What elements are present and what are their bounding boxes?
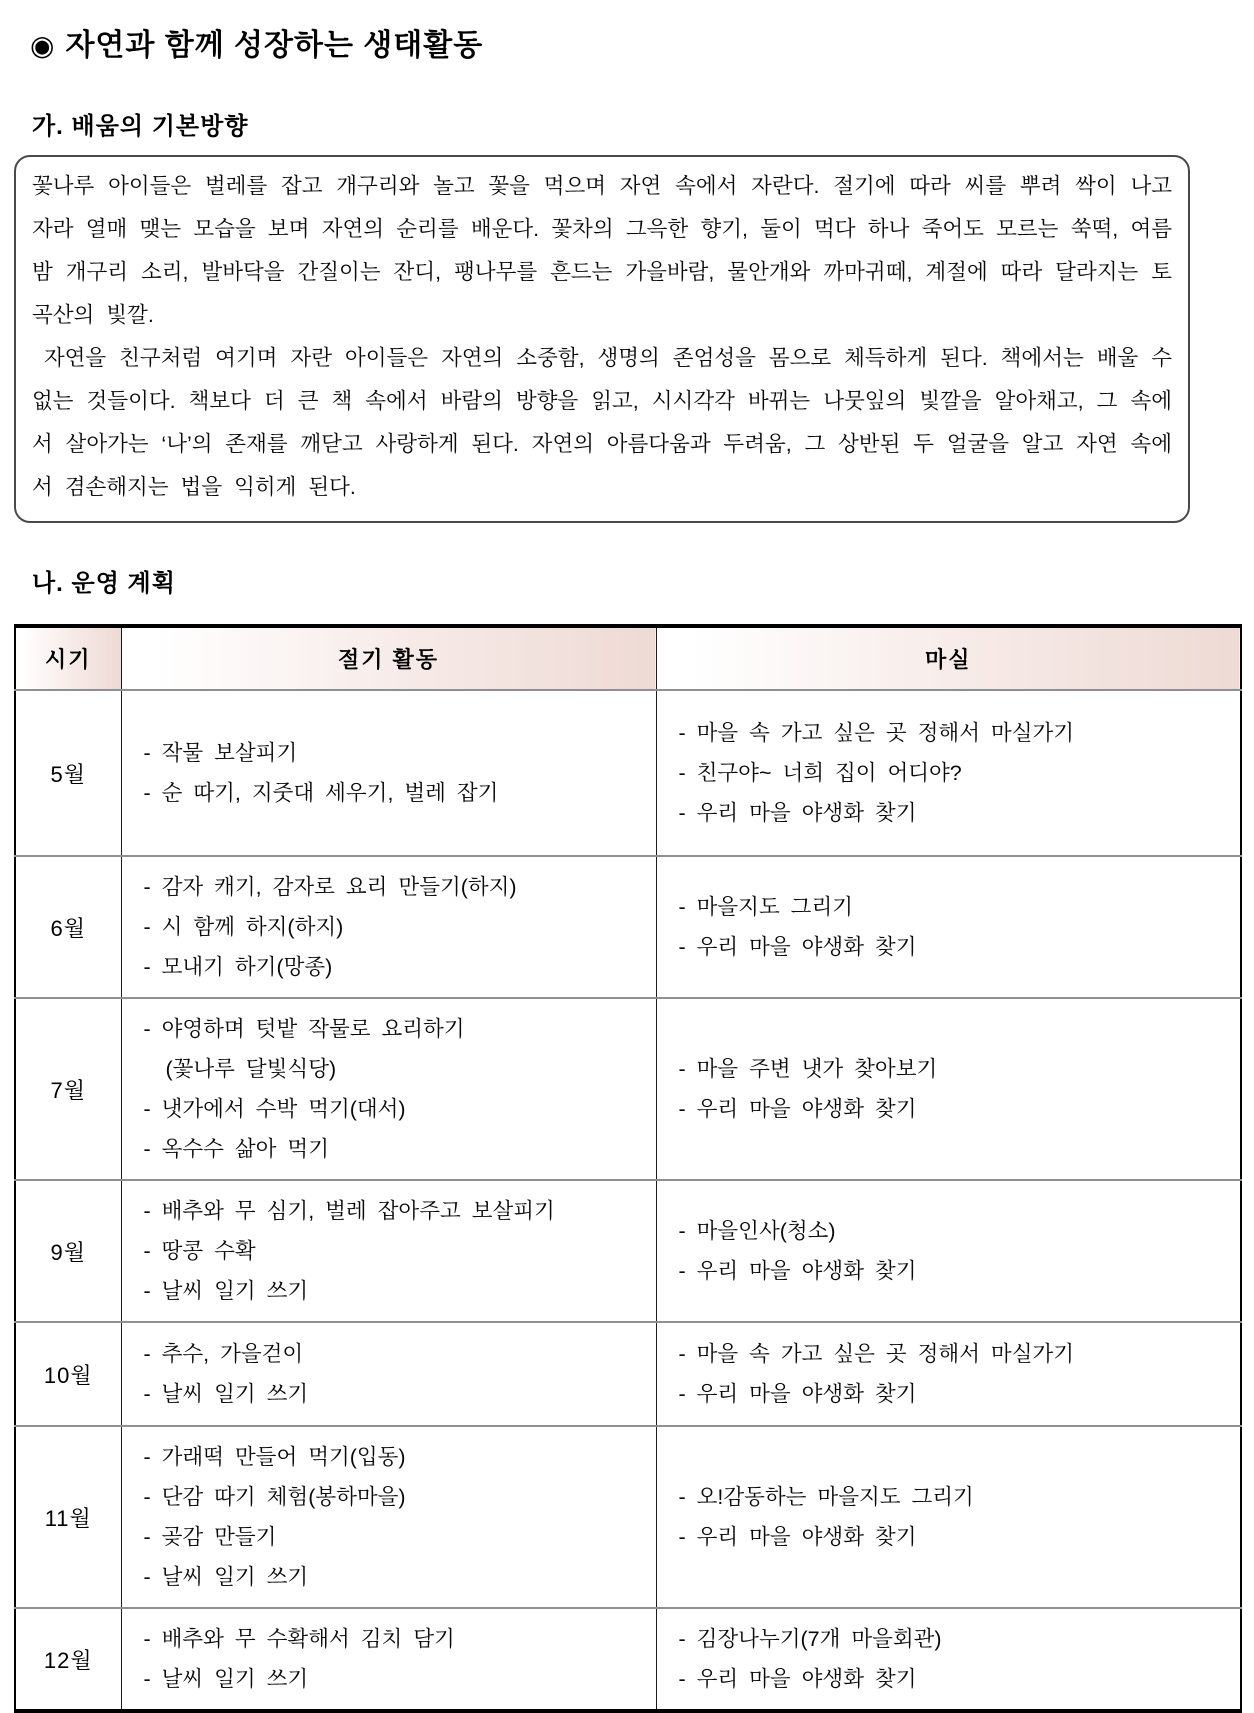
month-cell: 7월 (15, 998, 121, 1180)
activity-line: - 순 따기, 지줏대 세우기, 벌레 잡기 (143, 781, 499, 805)
masil-line: - 친구야~ 너희 집이 어디야? (678, 761, 962, 785)
activities-cell (121, 998, 656, 1180)
col-header-month: 시기 (15, 626, 121, 690)
masil-cell (656, 856, 1241, 998)
table-header-row (15, 626, 1241, 690)
masil-cell (656, 998, 1241, 1180)
masil-line: - 마을 주변 냇가 찾아보기 (678, 1057, 938, 1081)
table-row (15, 856, 1241, 998)
month-cell: 6월 (15, 856, 121, 998)
intro-paragraph-2: 자연을 친구처럼 여기며 자란 아이들은 자연의 소중함, 생명의 존엄성을 몸으로 체득하게 된다. 책에서는 배울 수 없는 것들이다. 책보다 더 큰 책 속에서 바람의 방향을 읽고, 시시각각 바뀌는 나뭇잎의 빛깔을 알아채고, 그 속에서 살아가는 ‘나’의 존재를 깨닫고 사랑하게 된다. 자연의 아름다움과 두려움, 그 상반된 두 얼굴을 알고 자연 속에서 겸손해지는 법을 익히게 된다. (32, 346, 1172, 499)
col-header-activities: 절기 활동 (121, 626, 656, 690)
activity-line: - 옥수수 삶아 먹기 (143, 1137, 329, 1161)
activity-line: - 야영하며 텃밭 작물로 요리하기 (143, 1017, 465, 1041)
masil-line: - 오!감동하는 마을지도 그리기 (678, 1485, 974, 1509)
page-title (30, 20, 1240, 64)
activity-line: - 모내기 하기(망종) (143, 955, 333, 979)
masil-line: - 우리 마을 야생화 찾기 (678, 1259, 917, 1283)
schedule-table (14, 624, 1242, 1713)
table-row (15, 998, 1241, 1180)
masil-line: - 우리 마을 야생화 찾기 (678, 1667, 917, 1691)
activities-cell (121, 1608, 656, 1711)
masil-line: - 우리 마을 야생화 찾기 (678, 1097, 917, 1121)
intro-paragraph-1: 꽃나루 아이들은 벌레를 잡고 개구리와 놀고 꽃을 먹으며 자연 속에서 자란다. 절기에 따라 씨를 뿌려 싹이 나고 자라 열매 맺는 모습을 보며 자연의 순리를 배운다. 꽃차의 그윽한 향기, 둘이 먹다 하나 죽어도 모르는 쑥떡, 여름밤 개구리 소리, 발바닥을 간질이는 잔디, 팽나무를 흔드는 가을바람, 물안개와 까마귀떼, 계절에 따라 달라지는 토곡산의 빛깔. (32, 174, 1172, 327)
activity-line: - 추수, 가을걷이 (143, 1342, 304, 1366)
activity-line: - 땅콩 수확 (143, 1239, 256, 1263)
activity-line: - 작물 보살피기 (143, 741, 298, 765)
activity-line: - 냇가에서 수박 먹기(대서) (143, 1097, 406, 1121)
col-header-masil: 마실 (656, 626, 1241, 690)
intro-text-box (14, 155, 1190, 523)
month-cell: 10월 (15, 1322, 121, 1426)
masil-line: - 우리 마을 야생화 찾기 (678, 1525, 917, 1549)
masil-cell (656, 1322, 1241, 1426)
masil-line: - 우리 마을 야생화 찾기 (678, 1382, 917, 1406)
activity-line: - 날씨 일기 쓰기 (143, 1667, 309, 1691)
masil-line: - 마을 속 가고 싶은 곳 정해서 마실가기 (678, 721, 1075, 745)
section-a-heading: 가. 배움의 기본방향 (32, 113, 249, 140)
activity-line: (꽃나루 달빛식당) (143, 1057, 337, 1081)
table-row (15, 1426, 1241, 1608)
activities-cell (121, 1180, 656, 1322)
activity-line: - 날씨 일기 쓰기 (143, 1279, 309, 1303)
activity-line: - 시 함께 하지(하지) (143, 915, 344, 939)
masil-cell (656, 1180, 1241, 1322)
masil-line: - 마을지도 그리기 (678, 895, 853, 919)
month-cell: 12월 (15, 1608, 121, 1711)
masil-cell (656, 690, 1241, 856)
activities-cell (121, 1426, 656, 1608)
masil-line: - 마을 속 가고 싶은 곳 정해서 마실가기 (678, 1342, 1075, 1366)
table-row (15, 1180, 1241, 1322)
masil-line: - 우리 마을 야생화 찾기 (678, 935, 917, 959)
masil-line: - 우리 마을 야생화 찾기 (678, 801, 917, 825)
activity-line: - 가래떡 만들어 먹기(입동) (143, 1445, 406, 1469)
activity-line: - 단감 따기 체험(봉하마을) (143, 1485, 406, 1509)
activity-line: - 날씨 일기 쓰기 (143, 1382, 309, 1406)
activity-line: - 곶감 만들기 (143, 1525, 277, 1549)
masil-cell (656, 1608, 1241, 1711)
month-cell: 9월 (15, 1180, 121, 1322)
masil-line: - 김장나누기(7개 마을회관) (678, 1627, 942, 1651)
masil-line: - 마을인사(청소) (678, 1219, 836, 1243)
activities-cell (121, 1322, 656, 1426)
activities-cell (121, 856, 656, 998)
masil-cell (656, 1426, 1241, 1608)
activity-line: - 배추와 무 수확해서 김치 담기 (143, 1627, 455, 1651)
table-row (15, 690, 1241, 856)
month-cell: 5월 (50, 761, 86, 787)
fisheye-bullet-icon: ◉ (30, 30, 56, 61)
activity-line: - 날씨 일기 쓰기 (143, 1565, 309, 1589)
activities-cell (121, 690, 656, 856)
activity-line: - 배추와 무 심기, 벌레 잡아주고 보살피기 (143, 1199, 555, 1223)
table-row (15, 1608, 1241, 1711)
section-b-heading: 나. 운영 계획 (32, 570, 176, 597)
page-title-text: 자연과 함께 성장하는 생태활동 (65, 29, 484, 62)
activity-line: - 감자 캐기, 감자로 요리 만들기(하지) (143, 875, 517, 899)
month-cell: 11월 (15, 1426, 121, 1608)
table-row (15, 1322, 1241, 1426)
schedule-table-wrap (14, 624, 1240, 1713)
